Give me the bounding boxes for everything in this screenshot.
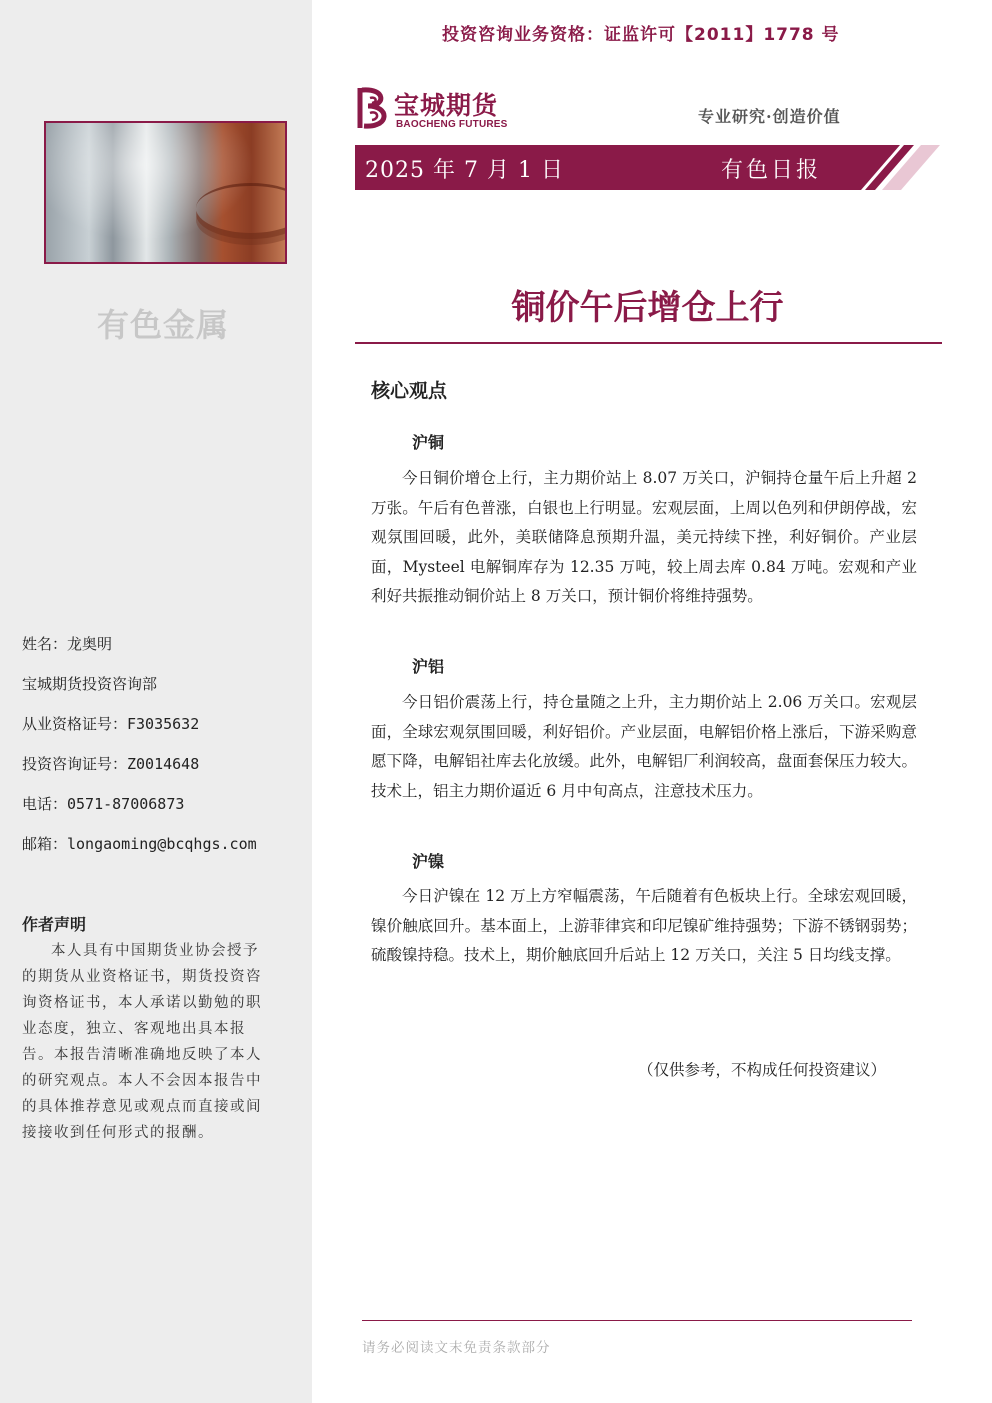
analyst-department: 宝城期货投资咨询部 [22,675,158,693]
section-text-nickel: 今日沪镍在 12 万上方窄幅震荡，午后随着有色板块上行。全球宏观回暖，镍价触底回升。基本面上，上游菲律宾和印尼镍矿维持强势；下游不锈钢弱势；硫酸镍持稳。技术上，期价触底回升后站上 12 万关口，关注 5 日均线支撑。 [371,887,917,964]
report-banner [355,145,940,190]
analyst-name: 姓名：龙奥明 [22,635,113,653]
report-type: 有色日报 [721,158,822,183]
email: 邮箱：longaoming@bcqhgs.com [22,835,257,853]
footer-divider [362,1320,912,1321]
sector-label: 有色金属 [96,306,229,344]
core-heading: 核心观点 [371,380,448,402]
consulting-number: 投资咨询证号：Z0014648 [22,755,200,773]
declaration-title: 作者声明 [22,915,87,934]
baocheng-logo-icon [356,86,392,130]
section-heading-aluminum: 沪铝 [412,657,445,676]
company-logo [356,86,526,134]
report-title: 铜价午后增仓上行 [511,288,784,328]
section-heading-copper: 沪铜 [412,433,445,452]
section-heading-nickel: 沪镍 [412,852,445,871]
slogan: 专业研究·创造价值 [698,107,841,126]
company-name-en: BAOCHENG FUTURES [396,119,508,130]
footer-note: 请务必阅读文末免责条款部分 [362,1340,551,1356]
report-date: 2025 年 7 月 1 日 [365,158,564,183]
phone: 电话：0571-87006873 [22,795,185,813]
section-text-copper: 今日铜价增仓上行，主力期价站上 8.07 万关口，沪铜持仓量午后上升超 2 万张。午后有色普涨，白银也上行明显。宏观层面，上周以色列和伊朗停战，宏观氛围回暖，此外，美联储降息预期升温，美元持续下挫，利好铜价。产业层面，Mysteel 电解铜库存为 12.35 万吨，较上周去库 0.84 万吨。宏观和产业利好共振推动铜价站上 8 万关口，预计铜价将维持强势。 [371,469,917,605]
company-name: 宝城期货 [394,91,499,120]
declaration-text: 本人具有中国期货业协会授予的期货从业资格证书，期货投资咨询资格证书，本人承诺以勤勉的职业态度，独立、客观地出具本报告。本报告清晰准确地反映了本人的研究观点。本人不会因本报告中的具体推荐意见或观点而直接或间接接收到任何形式的报酬。 [22,943,262,1141]
license-line: 投资咨询业务资格：证监许可【2011】1778 号 [442,25,840,45]
disclaimer: （仅供参考，不构成任何投资建议） [638,1061,887,1079]
metal-coil-image [44,121,287,264]
qualification-number: 从业资格证号：F3035632 [22,715,200,733]
title-divider [355,342,942,344]
section-text-aluminum: 今日铝价震荡上行，持仓量随之上升，主力期价站上 2.06 万关口。宏观层面，全球宏观氛围回暖，利好铝价。产业层面，电解铝价格上涨后，下游采购意愿下降，电解铝社库去化放缓。此外，电解铝厂利润较高，盘面套保压力较大。技术上，铝主力期价逼近 6 月中旬高点，注意技术压力。 [371,693,917,800]
